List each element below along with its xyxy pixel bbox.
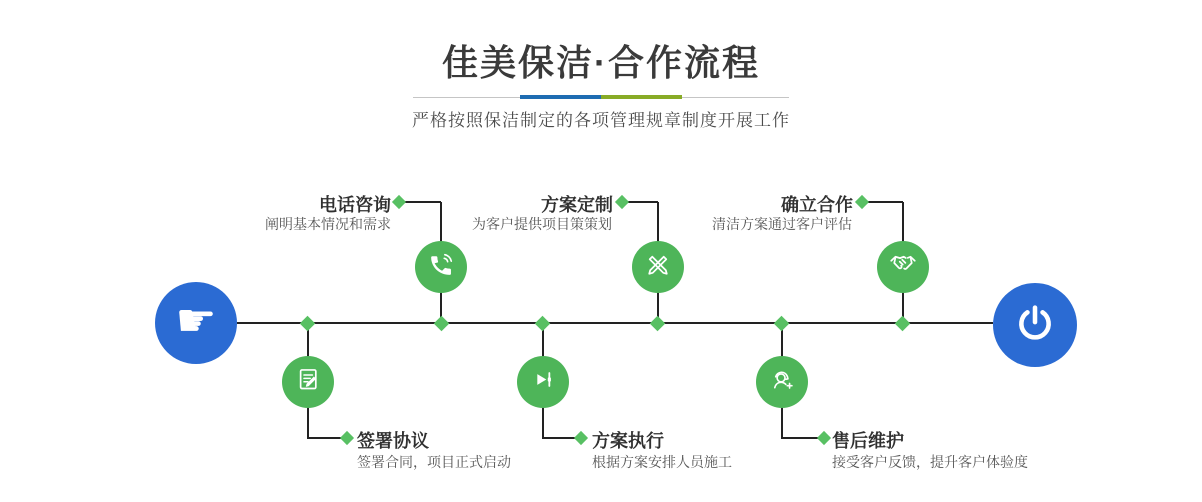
step3-title: 方案定制 [541, 195, 613, 215]
power-icon [1014, 302, 1056, 349]
step6-title: 售后维护 [832, 431, 904, 451]
step1-title: 电话咨询 [319, 195, 391, 215]
hand-pointer-icon: ☛ [175, 293, 217, 347]
label-diamond [855, 195, 869, 209]
step5-title: 确立合作 [781, 195, 853, 215]
step6-desc: 接受客户反馈，提升客户体验度 [832, 454, 1028, 470]
page-title: 佳美保洁·合作流程 [442, 42, 760, 83]
connector-elbow-step5 [864, 201, 903, 203]
step3-desc: 为客户提供项目策策划 [472, 216, 612, 232]
label-diamond [574, 431, 588, 445]
label-diamond [817, 431, 831, 445]
timeline-start-node [155, 282, 237, 364]
junction-diamond [535, 316, 551, 332]
step2-desc: 签署合同，项目正式启动 [357, 454, 511, 470]
phone-call-icon [427, 251, 455, 284]
design-tools-icon [644, 251, 672, 284]
connector-elbow-step6 [781, 437, 821, 439]
step5-icon-node [877, 241, 929, 293]
junction-diamond [300, 316, 316, 332]
step6-icon-node [756, 356, 808, 408]
junction-diamond [774, 316, 790, 332]
title-divider-green-segment [601, 95, 682, 99]
handshake-icon [888, 250, 918, 285]
step1-desc: 阐明基本情况和需求 [265, 216, 391, 232]
timeline-main-line [237, 322, 993, 324]
step4-icon-node [517, 356, 569, 408]
junction-diamond [650, 316, 666, 332]
step2-title: 签署协议 [357, 431, 429, 451]
title-divider-blue-segment [520, 95, 601, 99]
page-subtitle: 严格按照保洁制定的各项管理规章制度开展工作 [412, 111, 790, 130]
contract-sign-icon [295, 366, 322, 398]
junction-diamond [434, 316, 450, 332]
label-diamond [392, 195, 406, 209]
play-execute-icon [530, 366, 557, 398]
step5-desc: 清洁方案通过客户评估 [712, 216, 852, 232]
step2-icon-node [282, 356, 334, 408]
label-diamond [340, 431, 354, 445]
junction-diamond [895, 316, 911, 332]
step3-icon-node [632, 241, 684, 293]
step4-desc: 根据方案安排人员施工 [592, 454, 732, 470]
step4-title: 方案执行 [592, 431, 664, 451]
label-diamond [615, 195, 629, 209]
timeline-end-node [993, 283, 1077, 367]
step1-icon-node [415, 241, 467, 293]
customer-service-icon [768, 366, 796, 399]
connector-elbow-step1 [401, 201, 441, 203]
